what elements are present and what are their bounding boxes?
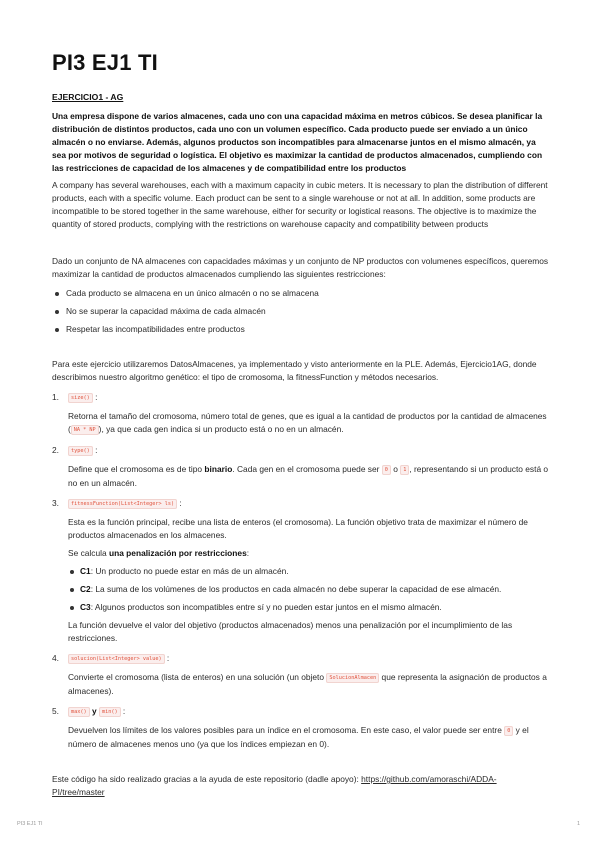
code-inline: NA * NP: [71, 425, 99, 435]
repository-link[interactable]: https://github.com/amoraschi/ADDA-PI/tree/master: [52, 774, 497, 797]
colon: :: [95, 445, 98, 455]
text: Retorna el tamaño del cromosoma, número total de genes, que es igual a la cantidad de productos por la cantidad de almacenes (: [68, 411, 547, 434]
intro-english: A company has several warehouses, each with a maximum capacity in cubic meters. It is necessary to plan the distribution of different products, each with a specific volume. Each product can be sent to a single warehouse or not at all. In addition, some products are incompatible to be stored together in the same warehouse, either for security or logistical reasons. The objective is to maximize the quantity of stored products, complying with the restrictions on warehouse capacity and compatibility between products: [52, 180, 548, 229]
bold-text: binario: [204, 464, 233, 474]
solucion-description: [68, 671, 549, 698]
page-title: PI3 EJ1 TI: [52, 50, 158, 75]
code-min: min(): [99, 707, 121, 717]
constraint-text: : Un producto no puede estar en más de un almacén.: [90, 566, 289, 576]
colon: :: [179, 498, 182, 508]
list-item: Respetar las incompatibilidades entre productos: [66, 323, 549, 336]
code-fitness-function: fitnessFunction(List<Integer> ls): [68, 499, 177, 509]
code-inline: 0: [382, 465, 391, 475]
code-type: type(): [68, 446, 93, 456]
section-heading: EJERCICIO1 - AG: [52, 92, 124, 102]
list-item: [80, 583, 549, 596]
type-description: [68, 463, 549, 490]
text: ), ya que cada gen indica si un producto está o no en un almacén.: [98, 424, 344, 434]
text: :: [246, 548, 250, 558]
document-page: [52, 50, 549, 799]
constraint-label: C1: [80, 566, 91, 576]
restrictions-list: [52, 287, 549, 336]
text: Devuelven los límites de los valores posibles para un índice en el cromosoma. En este caso, el valor puede ser entre: [68, 725, 505, 735]
colon: :: [166, 653, 170, 663]
text: , representando si un producto está o no en un almacén.: [68, 464, 549, 488]
text: y el número de almacenes menos uno (ya que los índices empiezan en 0).: [68, 725, 529, 749]
max-min-description: [68, 724, 549, 751]
text: Define que el cromosoma es de tipo: [68, 464, 205, 474]
penalty-intro: [68, 547, 549, 560]
list-item: No se superar la capacidad máxima de cada almacén: [66, 305, 549, 318]
conjunction: y: [91, 706, 97, 716]
fitness-description: Esta es la función principal, recibe una lista de enteros (el cromosoma). La función objetivo trata de maximizar el número de productos almacenados en los almacenes.: [68, 517, 528, 540]
text: que representa la asignación de productos a almacenes).: [68, 672, 547, 696]
text: Se calcula: [68, 548, 109, 558]
bold-text: una penalización por restricciones: [108, 548, 247, 558]
item-number: 5.: [52, 706, 59, 716]
method-fitness-function: [52, 497, 549, 645]
constraints-list: [68, 565, 549, 614]
method-type: [52, 444, 549, 490]
item-number: 1.: [52, 392, 59, 402]
credits: [52, 773, 549, 799]
credits-text: Este código ha sido realizado gracias a la ayuda de este repositorio (dadle apoyo):: [52, 774, 362, 784]
footer-title: PI3 EJ1 TI: [17, 821, 43, 827]
code-max: max(): [68, 707, 90, 717]
item-number: 4.: [52, 653, 59, 663]
constraint-label: C3: [80, 602, 91, 612]
method-size: [52, 391, 549, 437]
method-solucion: [52, 652, 549, 698]
code-inline: 1: [400, 465, 409, 475]
code-size: size(): [68, 393, 93, 403]
list-item: [80, 565, 549, 578]
size-description: [68, 410, 549, 437]
item-number: 3.: [52, 498, 59, 508]
constraint-text: : La suma de los volúmenes de los productos en cada almacén no debe superar la capacidad de ese almacén.: [90, 584, 502, 594]
colon: :: [95, 392, 98, 402]
page-number: 1: [576, 821, 580, 827]
intro-spanish: Una empresa dispone de varios almacenes, cada uno con una capacidad máxima en metros cúbicos. Se desea planificar la distribución de distintos productos, cada uno con un volumen específico. Cada producto puede ser enviado a un único almacén o no enviarse. Además, algunos productos son incompatibles para almacenarse juntos en el mismo almacén, ya sea por motivos de seguridad o logística. El objetivo es maximizar la cantidad de productos almacenados, cumpliendo con las restricciones de capacidad de los almacenes y de compatibilidad entre los productos: [52, 111, 543, 173]
code-inline: 0: [504, 726, 513, 736]
problem-statement: Dado un conjunto de NA almacenes con capacidades máximas y un conjunto de NP productos con volumenes específicos, queremos maximizar la cantidad de productos almacenados cumpliendo las siguientes restricciones:: [52, 256, 549, 279]
text: Convierte el cromosoma (lista de enteros) en una solución (un objeto: [68, 672, 327, 682]
exercise-intro: Para este ejercicio utilizaremos DatosAlmacenes, ya implementado y visto anteriormente en la PLE. Además, Ejercicio1AG, donde describimos nuestro algoritmo genético: el tipo de cromosoma, la fitnessFunction y métodos necesarios.: [52, 359, 537, 382]
colon: :: [122, 706, 126, 716]
constraint-text: : Algunos productos son incompatibles entre sí y no pueden estar juntos en el mismo almacén.: [90, 602, 442, 612]
method-max-min: [52, 705, 549, 751]
constraint-label: C2: [80, 584, 91, 594]
list-item: [80, 601, 549, 614]
list-item: Cada producto se almacena en un único almacén o no se almacena: [66, 287, 549, 300]
fitness-returns: La función devuelve el valor del objetivo (productos almacenados) menos una penalización por el incumplimiento de las restricciones.: [68, 620, 513, 643]
code-inline: SolucionAlmacen: [326, 673, 379, 683]
text: o: [390, 464, 401, 474]
code-solucion: solucion(List<Integer> value): [68, 654, 165, 664]
item-number: 2.: [52, 445, 59, 455]
text: . Cada gen en el cromosoma puede ser: [232, 464, 382, 474]
